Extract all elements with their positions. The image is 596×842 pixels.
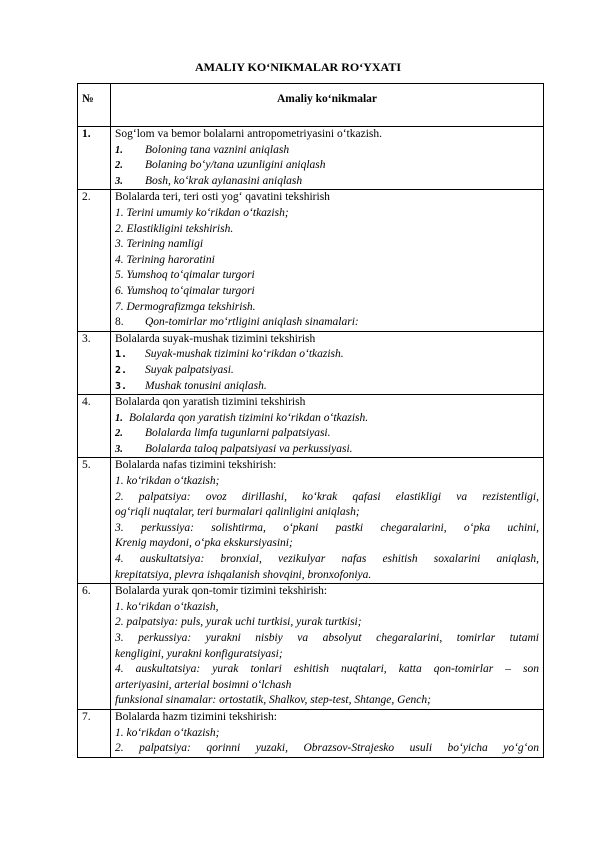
list-item: [115, 347, 539, 363]
text-line: 1. ko‘rikdan o‘tkazish;: [115, 475, 220, 488]
text-line: 1. ko‘rikdan o‘tkazish,: [115, 600, 219, 613]
list-item: 5. Yumshoq to‘qimalar turgori: [115, 269, 255, 282]
row-content: [111, 127, 544, 190]
table-row: [78, 458, 544, 584]
item-index: 1.: [115, 412, 123, 424]
row-content: [111, 458, 544, 584]
item-index: 1.: [115, 144, 123, 156]
list-item: 1. Terini umumiy ko‘rikdan o‘tkazish;: [115, 206, 289, 219]
text-line: arteriyasini, arterial bosimni o‘lchash: [115, 678, 292, 691]
item-text: Suyak-mushak tizimini ko‘rikdan o‘tkazish.: [145, 348, 344, 361]
row-number: 4.: [82, 396, 91, 409]
row-heading: Bolalarda yurak qon-tomir tizimini tekshirish:: [115, 585, 328, 598]
table-row: [78, 709, 544, 757]
list-item: [115, 379, 539, 395]
list-item: 4. Terining haroratini: [115, 253, 215, 266]
text-line: 4. auskultatsiya: yurak tonlari eshitish nuqtalari, katta qon-tomirlar – son: [115, 663, 539, 676]
table-row: [78, 190, 544, 331]
item-text: Bolalarda limfa tugunlarni palpatsiyasi.: [145, 427, 331, 440]
item-index: 3.: [115, 175, 123, 187]
list-item: [115, 315, 539, 331]
list-item: [115, 143, 539, 159]
list-item: [115, 174, 539, 190]
item-text: Bolaning bo‘y/tana uzunligini aniqlash: [145, 159, 326, 172]
row-number: 7.: [82, 710, 91, 723]
list-item: [115, 158, 539, 174]
text-line: Krenig maydoni, o‘pka ekskursiyasini;: [115, 537, 293, 550]
row-heading: Bolalarda teri, teri osti yog‘ qavatini tekshirish: [115, 191, 330, 204]
list-item: 2. Elastikligini tekshirish.: [115, 222, 234, 235]
item-index: 2.: [115, 364, 128, 376]
table-row: [78, 127, 544, 190]
row-heading: Sog‘lom va bemor bolalarni antropometriyasini o‘tkazish.: [115, 128, 382, 140]
item-index: 1.: [115, 349, 128, 361]
skills-table: [77, 83, 544, 758]
table-header-row: [78, 84, 544, 127]
table-row: [78, 584, 544, 710]
row-number: 2.: [82, 191, 91, 204]
row-heading: Bolalarda qon yaratish tizimini tekshirish: [115, 396, 306, 409]
list-item: 7. Dermografizmga tekshirish.: [115, 300, 256, 313]
item-index: 8.: [115, 316, 124, 329]
item-text: Bosh, ko‘krak aylanasini aniqlash: [145, 174, 303, 187]
item-text: Mushak tonusini aniqlash.: [145, 379, 267, 392]
item-text: Bolalarda taloq palpatsiyasi va perkussiyasi.: [145, 442, 353, 455]
row-content: [111, 584, 544, 710]
item-index: 3.: [115, 443, 123, 455]
text-line: 2. palpatsiya: ovoz dirillashi, ko‘krak qafasi elastikligi va rezistentligi,: [115, 490, 539, 503]
header-number: №: [78, 84, 111, 127]
item-index: 2.: [115, 428, 123, 440]
table-row: [78, 395, 544, 458]
row-heading: Bolalarda nafas tizimini tekshirish:: [115, 459, 277, 472]
text-line: kengligini, yurakni konfiguratsiyasi;: [115, 647, 283, 660]
item-text: Bolalarda qon yaratish tizimini ko‘rikdan o‘tkazish.: [129, 411, 369, 424]
text-line: krepitatsiya, plevra ishqalanish shovqini, bronxofoniya.: [115, 568, 372, 581]
text-line: 3. perkussiya: yurakni nisbiy va absolyut chegaralarini, tomirlar tutami: [115, 632, 539, 644]
header-skills: Amaliy ko‘nikmalar: [111, 84, 544, 127]
row-content: [111, 709, 544, 757]
row-heading: Bolalarda suyak-mushak tizimini tekshirish: [115, 332, 316, 345]
text-line: 3. perkussiya: solishtirma, o‘pkani pastki chegaralarini, o‘pka uchini,: [115, 521, 539, 534]
item-index: 3.: [115, 380, 128, 392]
list-item: [115, 442, 539, 458]
row-number: 6.: [82, 585, 91, 598]
row-content: [111, 395, 544, 458]
item-text: Suyak palpatsiyasi.: [145, 363, 234, 376]
row-content: [111, 190, 544, 331]
item-text: Boloning tana vaznini aniqlash: [145, 143, 290, 156]
text-line: 2. palpatsiya: qorinni yuzaki, Obrazsov-Strajesko usuli bo‘yicha yo‘g‘on: [115, 742, 539, 755]
row-number: 5.: [82, 459, 91, 472]
text-line: 4. auskultatsiya: bronxial, vezikulyar nafas eshitish soxalarini aniqlash,: [115, 553, 539, 566]
text-line: 2. palpatsiya: puls, yurak uchi turtkisi, yurak turtkisi;: [115, 616, 362, 629]
text-line: 1. ko‘rikdan o‘tkazish;: [115, 726, 220, 739]
list-item: 6. Yumshoq to‘qimalar turgori: [115, 284, 255, 297]
text-line: funksional sinamalar: ortostatik, Shalkov, step-test, Shtange, Gench;: [115, 694, 431, 707]
text-line: og‘riqli nuqtalar, teri burmalari qalinligini aniqlash;: [115, 506, 360, 519]
page-title: AMALIY KO‘NIKMALAR RO‘YXATI: [195, 60, 401, 74]
list-item: 3. Terining namligi: [115, 238, 204, 251]
item-text: Qon-tomirlar mo‘rtligini aniqlash sinamalari:: [145, 316, 359, 329]
row-number: 3.: [82, 332, 91, 345]
row-heading: Bolalarda hazm tizimini tekshirish:: [115, 710, 277, 723]
item-index: 2.: [115, 160, 123, 172]
list-item: [115, 411, 539, 427]
row-content: [111, 331, 544, 394]
row-number: 1.: [82, 128, 91, 140]
list-item: [115, 363, 539, 379]
list-item: [115, 426, 539, 442]
table-row: [78, 331, 544, 394]
